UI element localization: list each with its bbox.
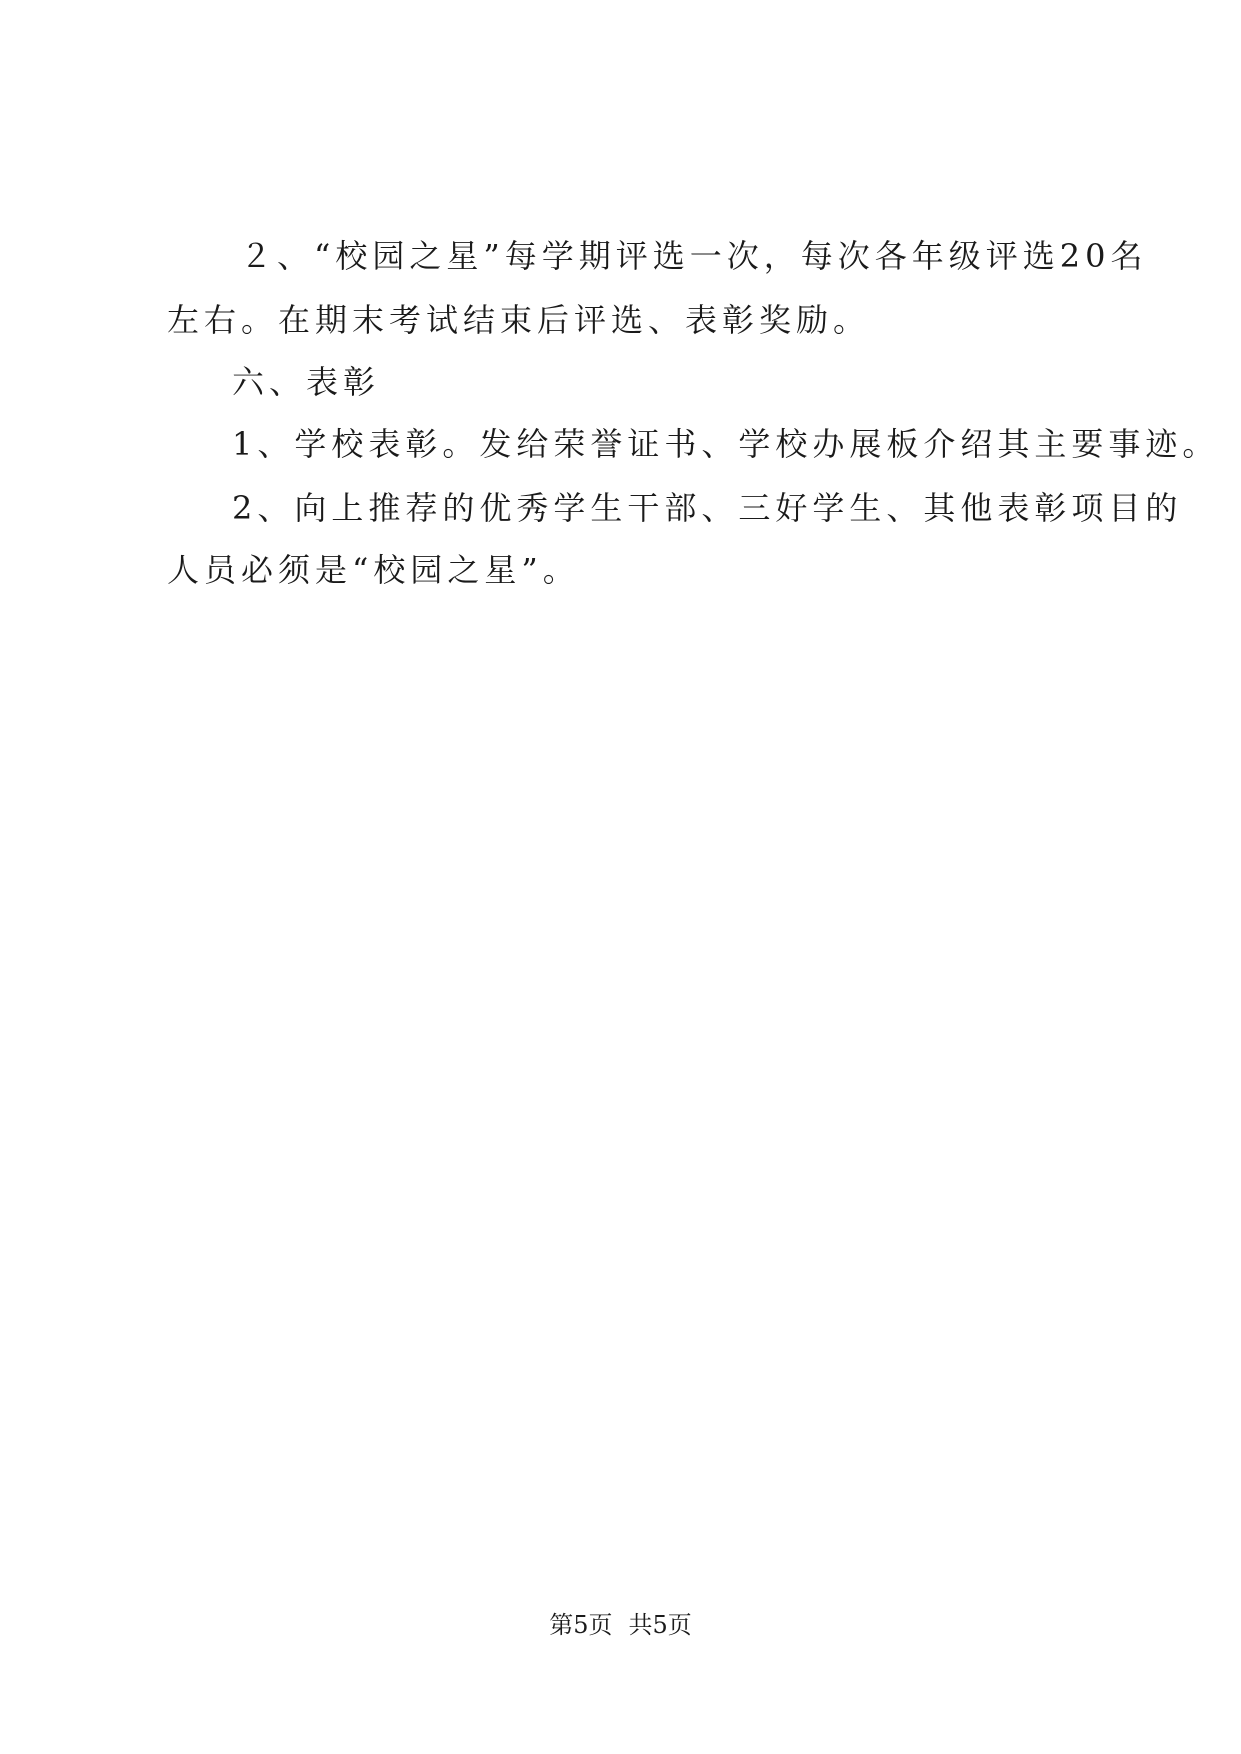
paragraph-line-2: 左右。在期末考试结束后评选、表彰奖励。 [167, 301, 871, 339]
section-heading: 六、表彰 [232, 363, 381, 401]
page-footer [0, 1610, 1241, 1640]
paragraph-line-1: ２、“校园之星”每学期评选一次，每次各年级评选20名 [240, 237, 1148, 275]
page-number-total: 共5页 [628, 1611, 692, 1639]
paragraph-line-4: 1、学校表彰。发给荣誉证书、学校办展板介绍其主要事迹。 [232, 425, 1220, 463]
page-number-current: 第5页 [549, 1611, 613, 1639]
paragraph-line-5: 2、向上推荐的优秀学生干部、三好学生、其他表彰项目的 [232, 489, 1183, 527]
paragraph-line-6: 人员必须是“校园之星”。 [167, 551, 580, 589]
